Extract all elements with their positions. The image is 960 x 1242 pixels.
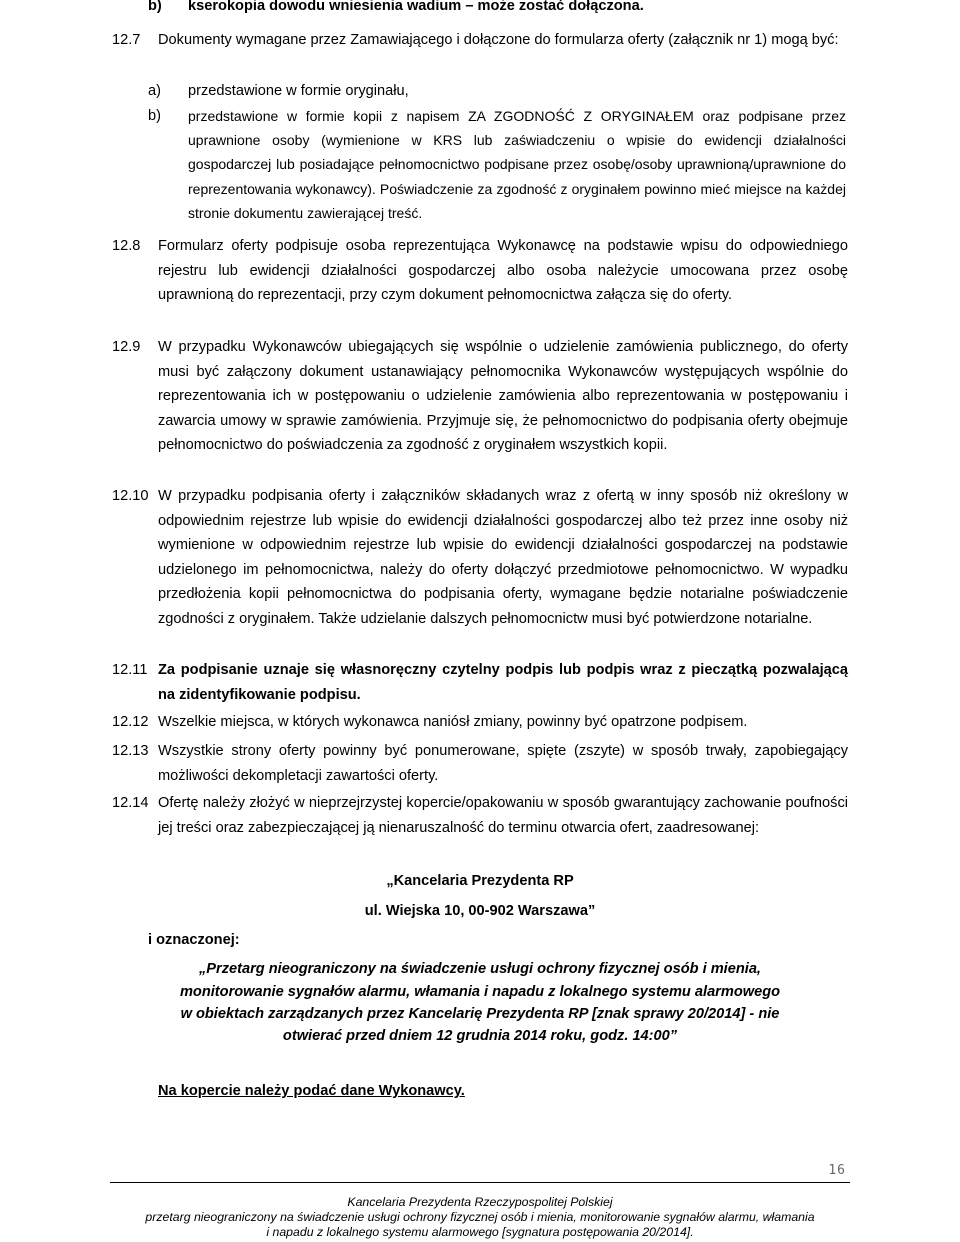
- list-marker: b): [148, 0, 162, 14]
- section-number: 12.9: [112, 339, 141, 355]
- section-text: Wszelkie miejsca, w których wykonawca naniósł zmiany, powinny być opatrzone podpisem.: [158, 714, 748, 730]
- footer-line: przetarg nieograniczony na świadczenie usługi ochrony fizycznej osób i mienia, monitorowanie sygnałów alarmu, włamania: [145, 1210, 815, 1224]
- list-marker: b): [148, 108, 161, 124]
- list-item-text: przedstawione w formie oryginału,: [188, 83, 409, 99]
- marking-line: monitorowanie sygnałów alarmu, włamania i napadu z lokalnego systemu alarmowego: [179, 984, 781, 1000]
- address-line: „Kancelaria Prezydenta RP: [386, 873, 574, 889]
- marking-line: „Przetarg nieograniczony na świadczenie usługi ochrony fizycznej osób i mienia,: [199, 961, 761, 977]
- marking-label: i oznaczonej:: [148, 932, 240, 948]
- marking-line: w obiektach zarządzanych przez Kancelarię Prezydenta RP [znak sprawy 20/2014] - nie: [180, 1006, 780, 1022]
- envelope-note: Na kopercie należy podać dane Wykonawcy.: [158, 1083, 465, 1099]
- address-line: ul. Wiejska 10, 00-902 Warszawa”: [364, 903, 596, 919]
- section-number: 12.11: [112, 662, 148, 678]
- section-number: 12.12: [112, 714, 149, 730]
- section-number: 12.7: [112, 32, 141, 48]
- footer-divider: [110, 1182, 850, 1183]
- attachment-item-text: kserokopia dowodu wniesienia wadium – może zostać dołączona.: [188, 0, 644, 14]
- section-text: Za podpisanie uznaje się własnoręczny czytelny podpis lub podpis wraz z pieczątką pozwalającą na zidentyfikowanie podpisu.: [158, 662, 848, 703]
- section-text: Dokumenty wymagane przez Zamawiającego i dołączone do formularza oferty (załącznik nr 1) mogą być:: [158, 32, 839, 48]
- section-text: W przypadku Wykonawców ubiegających się wspólnie o udzielenie zamówienia publicznego, do oferty musi być załączony dokument ustanawiający pełnomocnika Wykonawców występujących wspólnie do reprezentowania ich w postępowaniu o udzielenie zamówienia albo reprezentowania w postępowaniu i zawarcia umowy w sprawie zamówienia. Przyjmuje się, że pełnomocnictwo do podpisania oferty obejmuje pełnomocnictwo do poświadczenia za zgodność z oryginałem wszystkich kopii.: [158, 339, 848, 453]
- section-text: Formularz oferty podpisuje osoba reprezentująca Wykonawcę na podstawie wpisu do odpowiedniego rejestru lub ewidencji działalności gospodarczej albo osoba należycie umocowana przez osobę uprawnioną do reprezentacji, przy czym dokument pełnomocnictwa załącza się do oferty.: [158, 238, 848, 303]
- section-number: 12.8: [112, 238, 141, 254]
- section-number: 12.13: [112, 743, 149, 759]
- footer-line: Kancelaria Prezydenta Rzeczypospolitej Polskiej: [347, 1195, 613, 1209]
- section-number: 12.10: [112, 488, 149, 504]
- list-item-text: przedstawione w formie kopii z napisem ZA ZGODNOŚĆ Z ORYGINAŁEM oraz podpisane przez uprawnione osoby (wymienione w KRS lub zaświadczeniu o wpisie do ewidencji działalności gospodarczej lub posiadające pełnomocnictwo podpisane przez osobę/osoby uprawnioną/uprawnione do reprezentowania wykonawcy). Poświadczenie za zgodność z oryginałem powinno mieć miejsce na każdej stronie dokumentu zawierającej treść.: [188, 108, 846, 221]
- section-text: Ofertę należy złożyć w nieprzejrzystej kopercie/opakowaniu w sposób gwarantujący zachowanie poufności jej treści oraz zabezpieczającej ją nienaruszalność do terminu otwarcia ofert, zaadresowanej:: [158, 795, 848, 836]
- footer-line: i napadu z lokalnego systemu alarmowego [sygnatura postępowania 20/2014].: [266, 1225, 694, 1239]
- list-marker: a): [148, 83, 161, 99]
- section-text: Wszystkie strony oferty powinny być ponumerowane, spięte (zszyte) w sposób trwały, zapobiegający możliwości dekompletacji zawartości oferty.: [158, 743, 848, 784]
- marking-line: otwierać przed dniem 12 grudnia 2014 roku, godz. 14:00”: [282, 1028, 678, 1044]
- section-number: 12.14: [112, 795, 149, 811]
- section-text: W przypadku podpisania oferty i załączników składanych wraz z ofertą w inny sposób niż określony w odpowiednim rejestrze lub wpisie do ewidencji działalności gospodarczej albo też przez inne osoby niż wymienione w odpowiednim rejestrze lub wpisie do ewidencji działalności gospodarczej na podstawie udzielonego im pełnomocnictwa, należy do oferty dołączyć przedmiotowe pełnomocnictwo. W wypadku przedłożenia kopii pełnomocnictwa do podpisania oferty, wymagane będzie notarialne poświadczenie zgodności z oryginałem. Także udzielanie dalszych pełnomocnictw musi być potwierdzone notarialne.: [158, 488, 848, 627]
- page-number: 16: [828, 1163, 846, 1178]
